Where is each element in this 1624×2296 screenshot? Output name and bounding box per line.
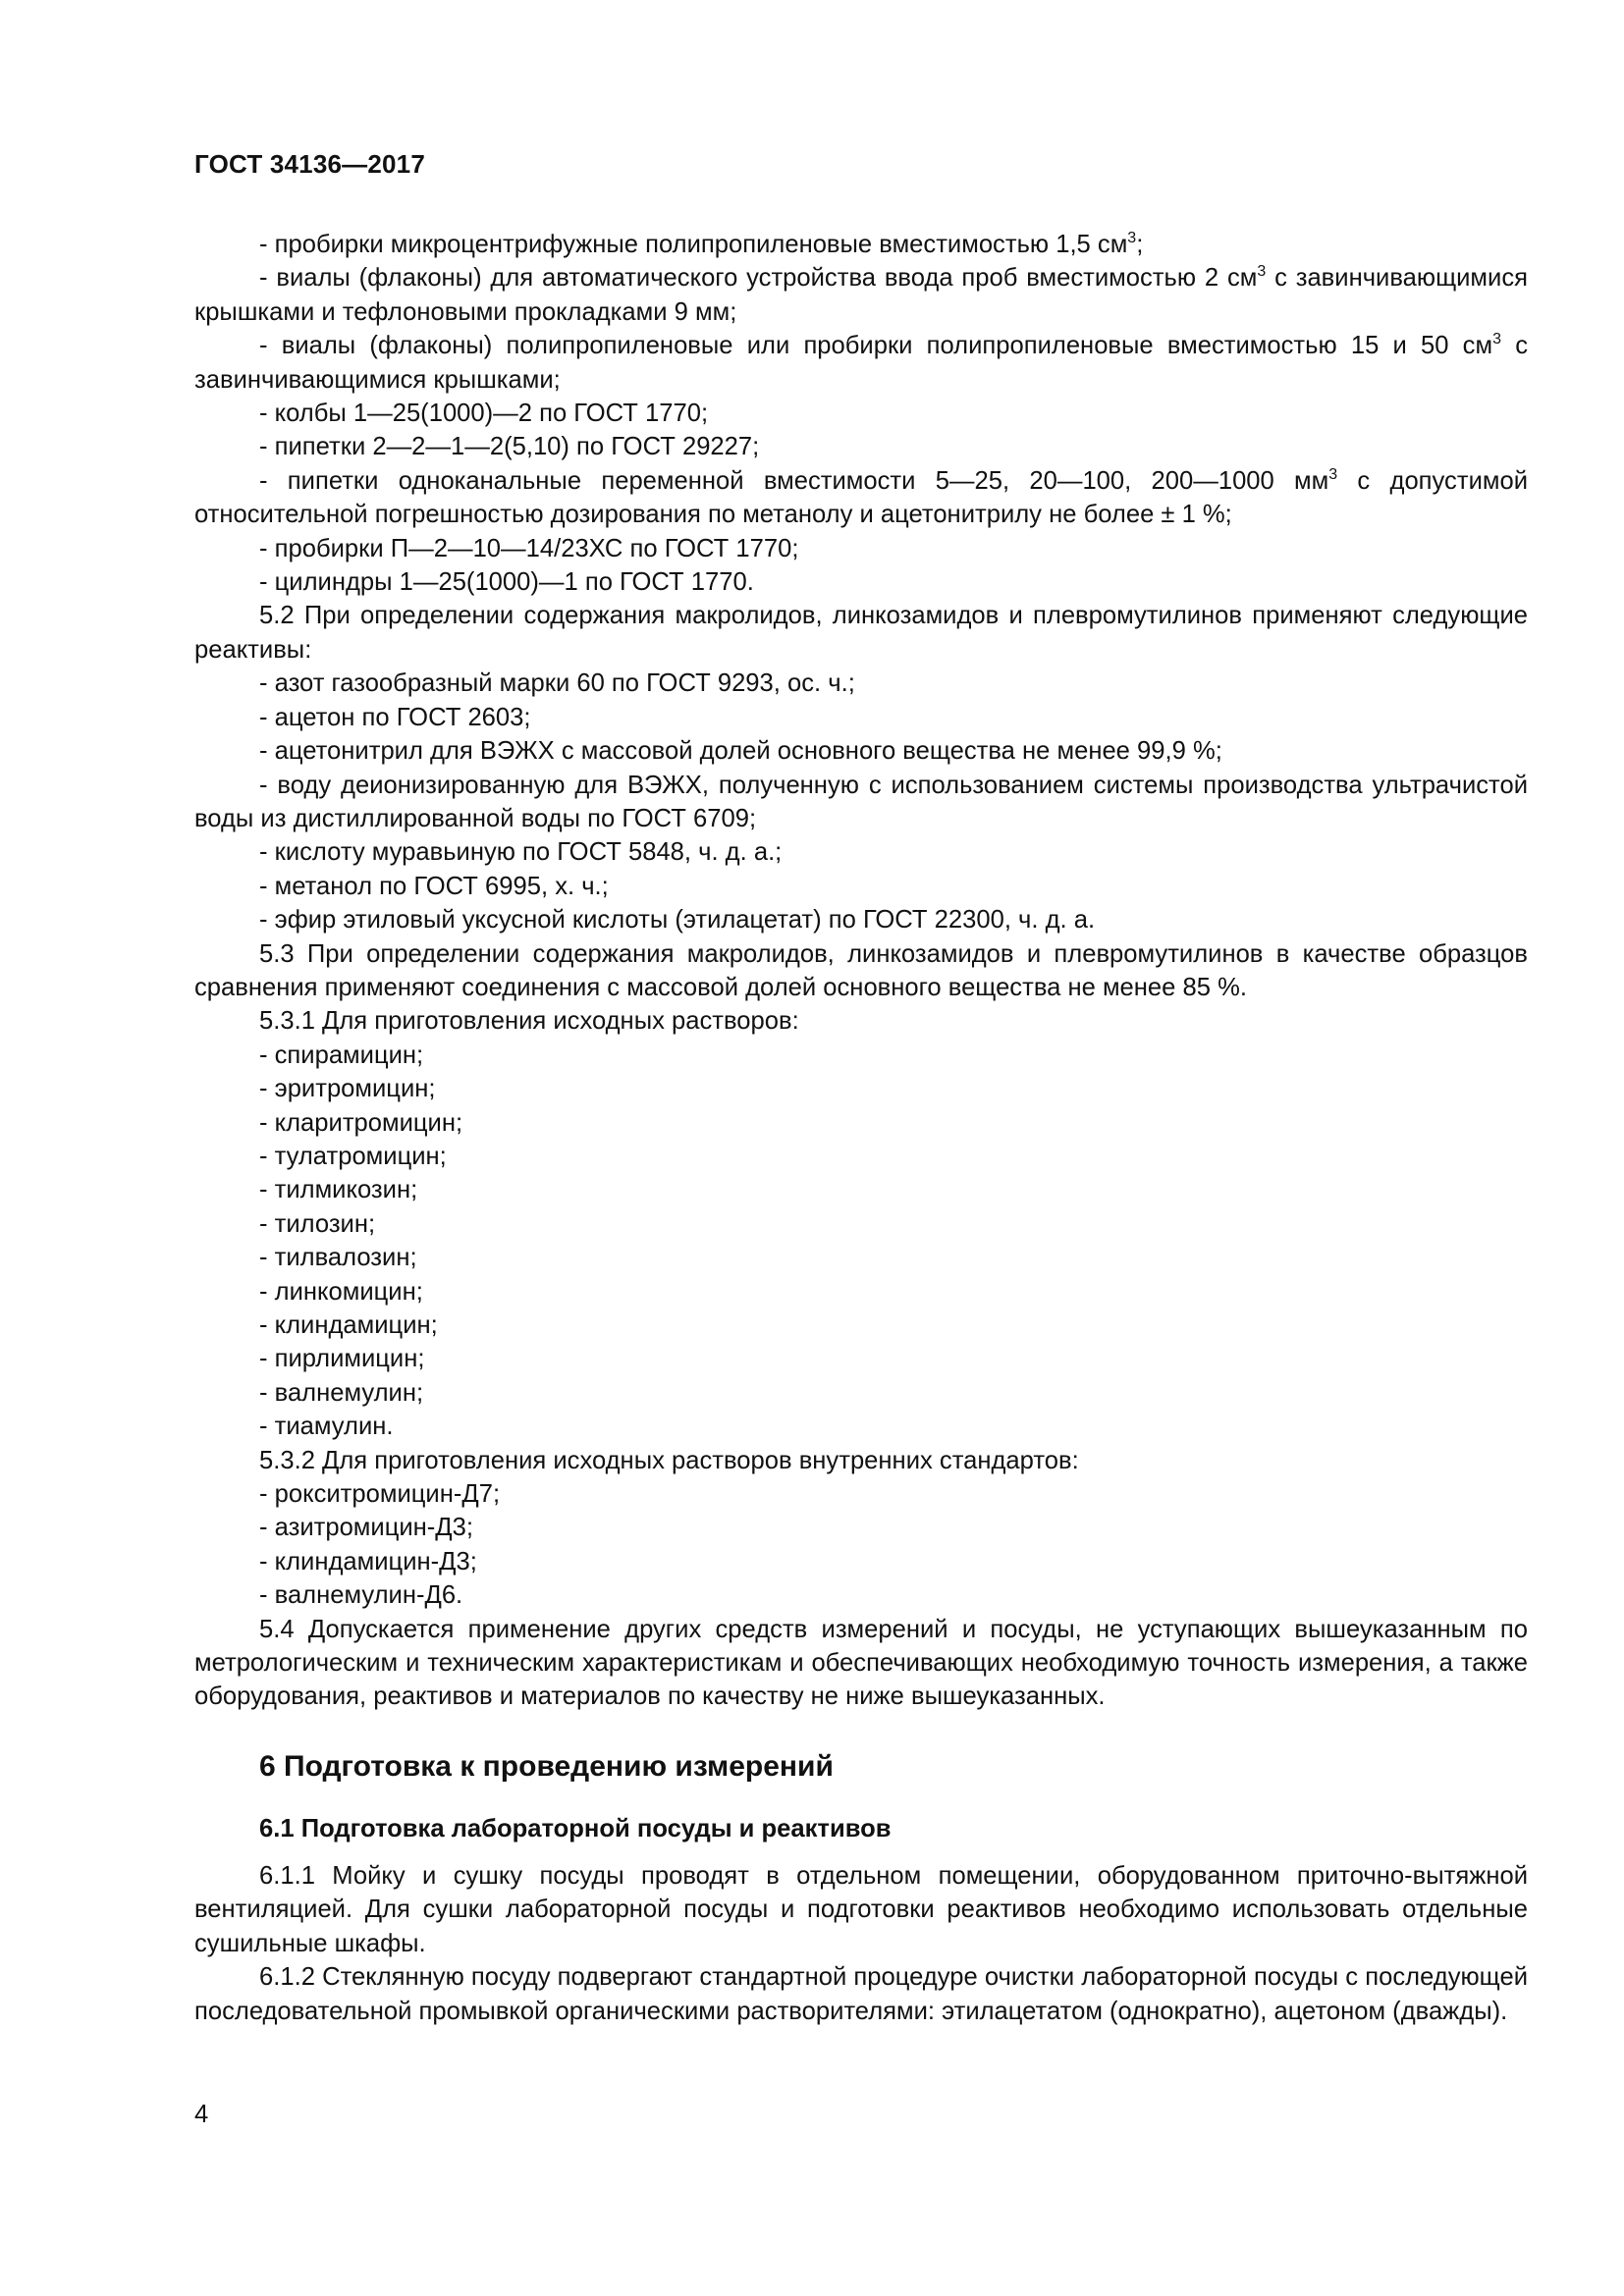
- paragraph-6-1-1: 6.1.1 Мойку и сушку посуды проводят в отдельном помещении, оборудованном приточно-вытяжной вентиляцией. Для сушки лабораторной посуды и подготовки реактивов необходимо использовать отдельные сушильные шкафы.: [194, 1861, 1528, 1957]
- paragraph-text: - виалы (флаконы) для автоматического устройства ввода проб вместимостью 2 см: [259, 264, 1258, 293]
- section-6-1-subtitle: 6.1 Подготовка лабораторной посуды и реактивов: [259, 1814, 892, 1842]
- paragraph-list: [194, 228, 1528, 1714]
- paragraph-text: - тилмикозин;: [259, 1176, 418, 1204]
- paragraph-text-continued: с завинчивающимися крышками и тефлоновыми прокладками 9 мм;: [194, 264, 1528, 326]
- paragraph: [194, 1613, 1528, 1714]
- paragraph-text: - ацетон по ГОСТ 2603;: [259, 703, 531, 731]
- paragraph: [194, 769, 1528, 836]
- paragraph: [194, 1072, 1528, 1105]
- paragraph: [194, 1376, 1528, 1410]
- paragraph-text: - азитромицин-Д3;: [259, 1514, 473, 1542]
- paragraph-text: - пипетки 2—2—1—2(5,10) по ГОСТ 29227;: [259, 433, 760, 461]
- paragraph-text: - пипетки одноканальные переменной вместимости 5—25, 20—100, 200—1000 мм: [259, 466, 1329, 495]
- paragraph-text-continued: ;: [1136, 231, 1144, 258]
- paragraph: [194, 1173, 1528, 1206]
- paragraph: [194, 228, 1528, 261]
- paragraph: [194, 701, 1528, 734]
- paragraph: [194, 1308, 1528, 1342]
- paragraph-text: - клиндамицин-Д3;: [259, 1547, 477, 1575]
- superscript: 3: [1127, 230, 1137, 246]
- paragraph-text: - эфир этиловый уксусной кислоты (этилацетат) по ГОСТ 22300, ч. д. а.: [259, 906, 1096, 934]
- paragraph-text: - воду деионизированную для ВЭЖХ, полученную с использованием системы производства ультрачистой воды из дистиллированной воды по ГОСТ 6709;: [194, 771, 1528, 832]
- paragraph-text: - спирамицин;: [259, 1041, 424, 1069]
- paragraph-text: - ацетонитрил для ВЭЖХ с массовой долей основного вещества не менее 99,9 %;: [259, 737, 1222, 766]
- paragraph-text: - эритромицин;: [259, 1075, 436, 1103]
- paragraph-text: - валнемулин-Д6.: [259, 1581, 463, 1610]
- paragraph-text: - тилвалозин;: [259, 1244, 417, 1272]
- paragraph: [194, 1410, 1528, 1443]
- superscript: 3: [1257, 263, 1267, 281]
- paragraph: [194, 667, 1528, 700]
- document-body: [194, 228, 1528, 2028]
- paragraph: [194, 1511, 1528, 1544]
- paragraph-text: 5.3.2 Для приготовления исходных растворов внутренних стандартов:: [259, 1446, 1079, 1474]
- document-header: ГОСТ 34136—2017: [194, 149, 425, 179]
- paragraph-text: - рокситромицин-Д7;: [259, 1480, 501, 1509]
- paragraph: [194, 464, 1528, 532]
- paragraph: [194, 599, 1528, 667]
- paragraph-text-continued: с завинчивающимися крышками;: [194, 332, 1528, 394]
- paragraph: [194, 1140, 1528, 1173]
- paragraph: [194, 1241, 1528, 1274]
- paragraph-text: - кислоту муравьиную по ГОСТ 5848, ч. д. а.;: [259, 838, 783, 867]
- paragraph-text: - линкомицин;: [259, 1277, 423, 1306]
- paragraph-text: - метанол по ГОСТ 6995, х. ч.;: [259, 872, 609, 900]
- paragraph-text: - колбы 1—25(1000)—2 по ГОСТ 1770;: [259, 400, 709, 428]
- paragraph: [194, 1545, 1528, 1578]
- paragraph: [194, 430, 1528, 463]
- paragraph-text: - азот газообразный марки 60 по ГОСТ 9293, ос. ч.;: [259, 669, 855, 698]
- section-6-title: 6 Подготовка к проведению измерений: [259, 1749, 834, 1783]
- paragraph-text: - пирлимицин;: [259, 1345, 425, 1373]
- paragraph: [194, 1477, 1528, 1511]
- page-number: 4: [194, 2101, 209, 2128]
- superscript: 3: [1328, 465, 1338, 483]
- paragraph: [194, 734, 1528, 768]
- paragraph-text: - валнемулин;: [259, 1378, 424, 1407]
- paragraph-text: - пробирки микроцентрифужные полипропиленовые вместимостью 1,5 см: [259, 231, 1128, 258]
- paragraph: [194, 903, 1528, 936]
- paragraph-text: - виалы (флаконы) полипропиленовые или пробирки полипропиленовые вместимостью 15 и 50 см: [259, 332, 1493, 360]
- paragraph: [194, 870, 1528, 903]
- paragraph: [194, 532, 1528, 565]
- paragraph-text: 5.3 При определении содержания макролидов, линкозамидов и плевромутилинов в качестве образцов сравнения применяют соединения с массовой долей основного вещества не менее 85 %.: [194, 939, 1528, 1001]
- paragraph: [194, 1004, 1528, 1038]
- paragraph: [194, 1275, 1528, 1308]
- paragraph: [194, 261, 1528, 329]
- paragraph: [194, 565, 1528, 599]
- paragraph-text: - цилиндры 1—25(1000)—1 по ГОСТ 1770.: [259, 568, 754, 597]
- paragraph-text: - кларитромицин;: [259, 1108, 463, 1137]
- paragraph: [194, 1342, 1528, 1375]
- paragraph: [194, 329, 1528, 397]
- paragraph-text: - тилозин;: [259, 1209, 376, 1238]
- paragraph-text: 5.2 При определении содержания макролидов, линкозамидов и плевромутилинов применяют следующие реактивы:: [194, 602, 1528, 664]
- paragraph-text: - тулатромицин;: [259, 1142, 447, 1170]
- paragraph: [194, 1578, 1528, 1612]
- paragraph-text: 5.3.1 Для приготовления исходных растворов:: [259, 1007, 799, 1036]
- paragraph-text-continued: с допустимой относительной погрешностью дозирования по метанолу и ацетонитрилу не более ± 1 %;: [194, 466, 1528, 529]
- paragraph: [194, 1039, 1528, 1072]
- paragraph-text: 5.4 Допускается применение других средств измерений и посуды, не уступающих вышеуказанным по метрологическим и техническим характеристикам и обеспечивающих необходимую точность измерения, а также оборудования, реактивов и материалов по качеству не ниже вышеуказанных.: [194, 1615, 1528, 1711]
- paragraph-6-1-2: 6.1.2 Стеклянную посуду подвергают стандартной процедуре очистки лабораторной посуды с последующей последовательной промывкой органическими растворителями: этилацетатом (однократно), ацетоном (дважды).: [194, 1963, 1528, 2025]
- paragraph: [194, 937, 1528, 1005]
- paragraph: [194, 1106, 1528, 1140]
- paragraph: [194, 1207, 1528, 1241]
- paragraph-text: - тиамулин.: [259, 1413, 394, 1441]
- superscript: 3: [1492, 331, 1501, 348]
- paragraph: [194, 1444, 1528, 1477]
- paragraph: [194, 835, 1528, 869]
- paragraph: [194, 397, 1528, 430]
- paragraph-text: - клиндамицин;: [259, 1311, 438, 1339]
- paragraph-text: - пробирки П—2—10—14/23ХС по ГОСТ 1770;: [259, 534, 799, 562]
